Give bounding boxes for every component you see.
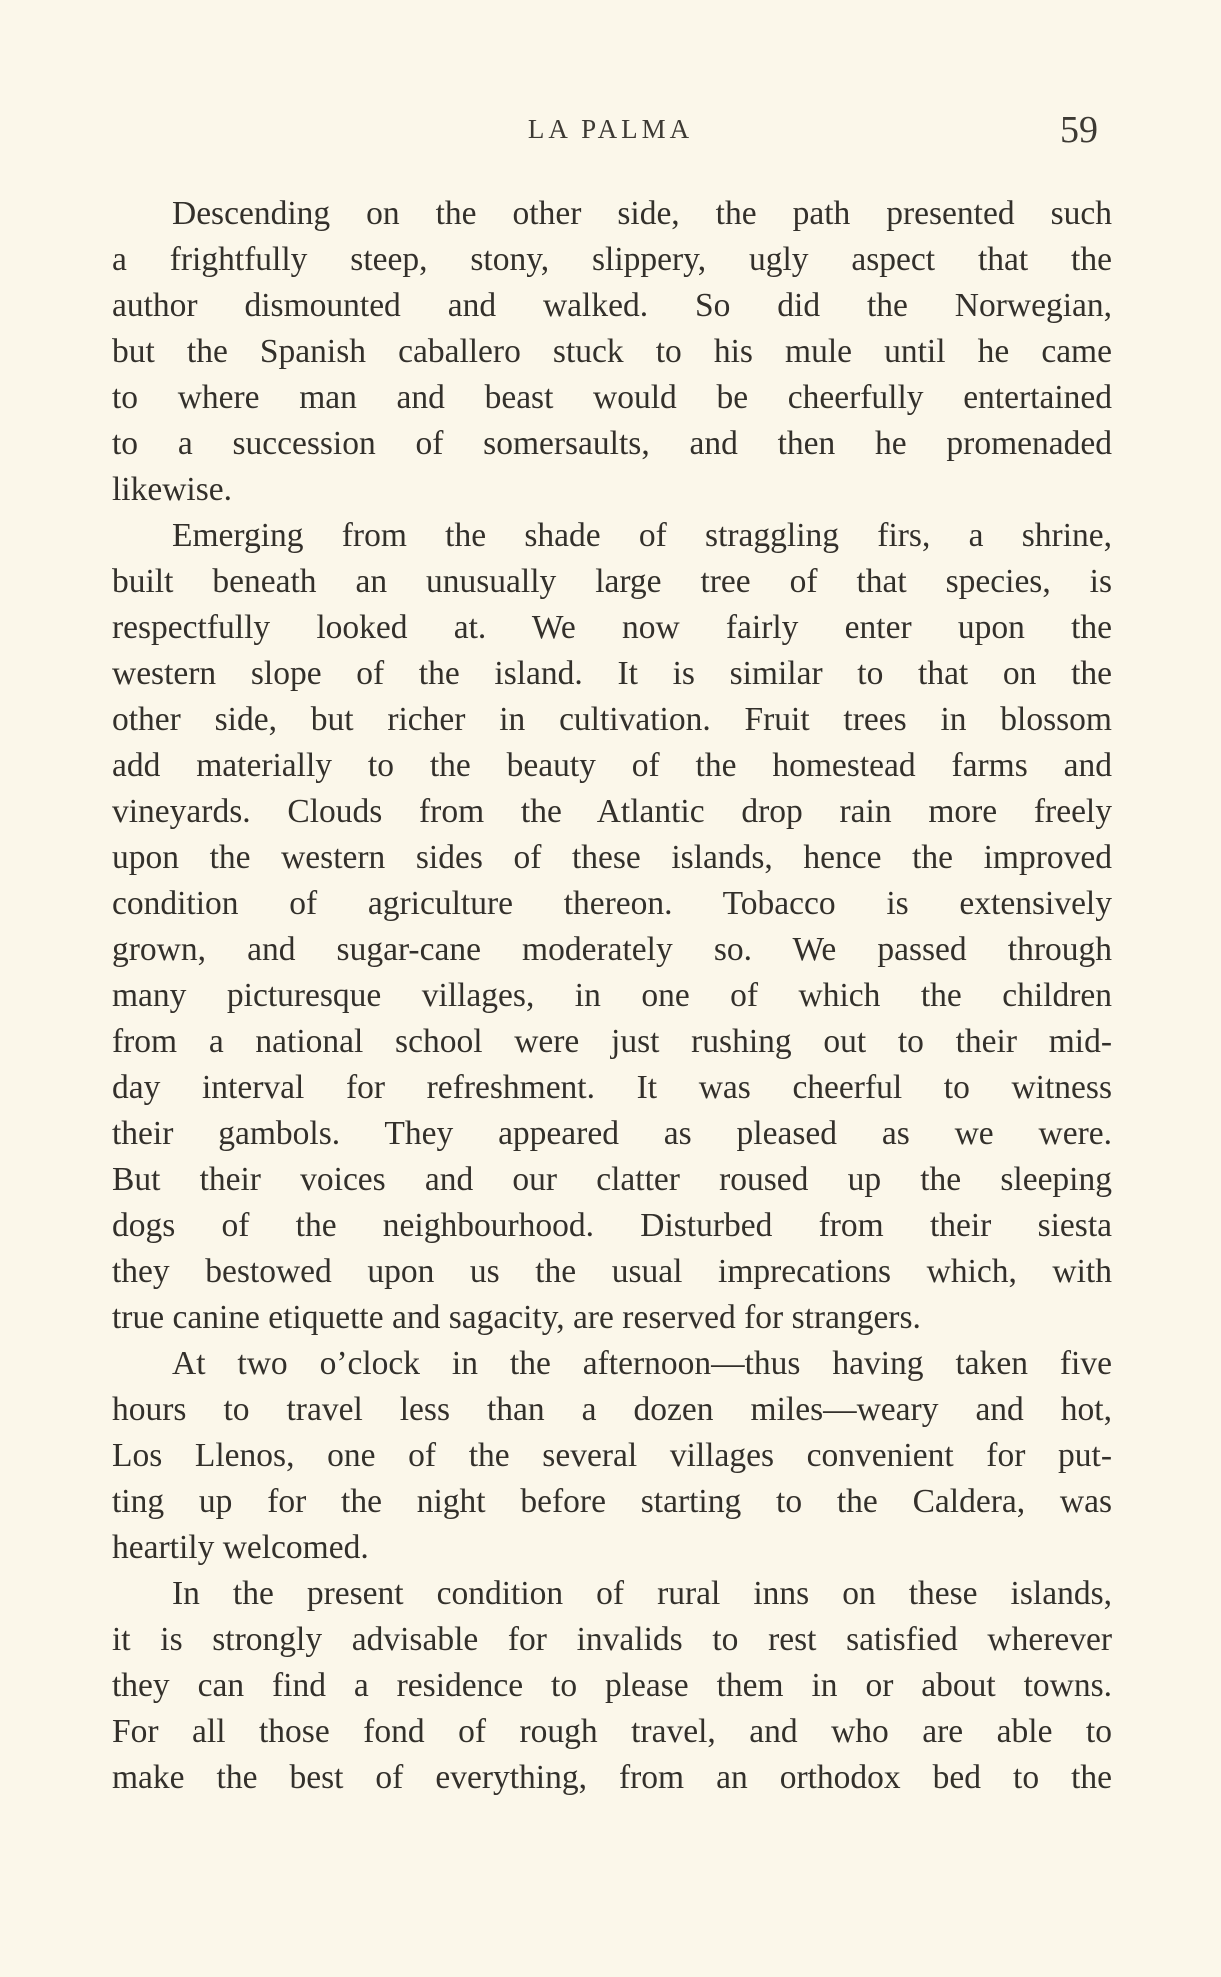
page-number: 59	[1060, 109, 1098, 151]
page-header	[0, 108, 1221, 168]
text-line: western slope of the island. It is similar to that on the	[112, 655, 1112, 692]
text-line: add materially to the beauty of the homestead farms and	[112, 747, 1112, 784]
text-line: For all those fond of rough travel, and who are able to	[112, 1713, 1112, 1750]
text-line: day interval for refreshment. It was cheerful to witness	[112, 1069, 1112, 1106]
running-title: LA PALMA	[527, 114, 694, 144]
text-line: heartily welcomed.	[112, 1529, 369, 1566]
text-line: But their voices and our clatter roused up the sleeping	[112, 1161, 1112, 1198]
text-line: built beneath an unusually large tree of that species, is	[112, 563, 1112, 600]
text-line: In the present condition of rural inns on these islands,	[172, 1575, 1112, 1612]
text-line: author dismounted and walked. So did the Norwegian,	[112, 287, 1112, 324]
text-line: hours to travel less than a dozen miles—weary and hot,	[112, 1391, 1112, 1428]
text-line: a frightfully steep, stony, slippery, ugly aspect that the	[112, 241, 1112, 278]
text-line: it is strongly advisable for invalids to rest satisfied wherever	[112, 1621, 1112, 1658]
paragraph-4	[112, 1571, 1112, 1801]
text-line: likewise.	[112, 471, 233, 508]
text-line: they can find a residence to please them in or about towns.	[112, 1667, 1112, 1704]
text-line: other side, but richer in cultivation. Fruit trees in blossom	[112, 701, 1112, 738]
text-line: condition of agriculture thereon. Tobacco is extensively	[112, 885, 1112, 922]
text-line: vineyards. Clouds from the Atlantic drop rain more freely	[112, 793, 1112, 830]
text-line: Emerging from the shade of straggling firs, a shrine,	[172, 517, 1112, 554]
text-line: upon the western sides of these islands, hence the improved	[112, 839, 1112, 876]
text-line: but the Spanish caballero stuck to his mule until he came	[112, 333, 1112, 370]
text-line: to where man and beast would be cheerfully entertained	[112, 379, 1112, 416]
text-line: At two o’clock in the afternoon—thus having taken five	[172, 1345, 1112, 1382]
paragraph-1	[112, 191, 1112, 513]
text-line: their gambols. They appeared as pleased as we were.	[112, 1115, 1112, 1152]
text-line: from a national school were just rushing out to their mid-	[112, 1023, 1112, 1060]
text-line: they bestowed upon us the usual imprecations which, with	[112, 1253, 1112, 1290]
paragraph-2	[112, 513, 1112, 1341]
text-line: make the best of everything, from an orthodox bed to the	[112, 1759, 1112, 1796]
text-line: many picturesque villages, in one of which the children	[112, 977, 1112, 1014]
text-line: dogs of the neighbourhood. Disturbed from their siesta	[112, 1207, 1112, 1244]
text-line: Descending on the other side, the path presented such	[172, 195, 1112, 232]
paragraph-3	[112, 1341, 1112, 1571]
text-line: ting up for the night before starting to the Caldera, was	[112, 1483, 1112, 1520]
text-line: Los Llenos, one of the several villages convenient for put-	[112, 1437, 1112, 1474]
text-line: to a succession of somersaults, and then he promenaded	[112, 425, 1112, 462]
text-line: true canine etiquette and sagacity, are reserved for strangers.	[112, 1299, 921, 1336]
body-text	[112, 191, 1112, 1801]
text-line: respectfully looked at. We now fairly enter upon the	[112, 609, 1112, 646]
text-line: grown, and sugar-cane moderately so. We passed through	[112, 931, 1112, 968]
